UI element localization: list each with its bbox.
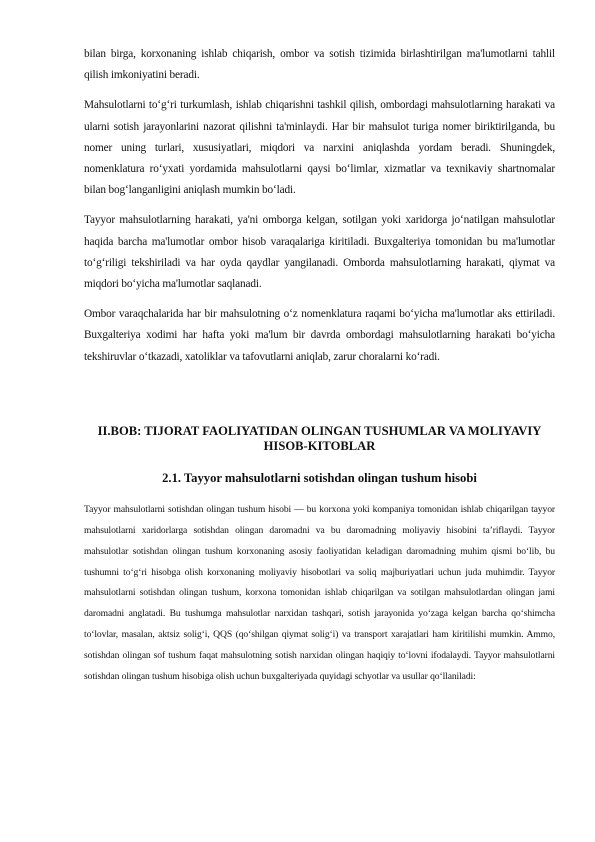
body-paragraph: Mahsulotlarni to‘g‘ri turkumlash, ishlab chiqarishni tashkil qilish, ombordagi mahsulotlarning harakati va ularni sotish jarayonlarini nazorat qilishni ta'minlaydi. Har bir mahsulot turiga nomer biriktirilganda, bu nomer uning turlari, xususiyatlari, miqdori va narxini aniqlashda yordam beradi. Shuningdek, nomenklatura ro‘yxati yordamida mahsulotlarni qaysi bo‘limlar, xizmatlar va texnikaviy shartnomalar bilan bog‘langanligini aniqlash mumkin bo‘ladi. bbox=[84, 99, 555, 197]
chapter-title: II.BOB: TIJORAT FAOLIYATIDAN OLINGAN TUSHUMLAR VA MOLIYAVIY HISOB-KITOBLAR bbox=[97, 423, 542, 453]
body-paragraph: bilan birga, korxonaning ishlab chiqarish, ombor va sotish tizimida birlashtirilgan ma'lumotlarni tahlil qilish imkoniyatini beradi. bbox=[84, 48, 555, 82]
body-paragraph: Tayyor mahsulotlarning harakati, ya'ni omborga kelgan, sotilgan yoki xaridorga jo‘natilgan mahsulotlar haqida barcha ma'lumotlar ombor hisob varaqalariga kiritiladi. Buxgalteriya tomonidan bu ma'lumotlar to‘g‘riligi tekshiriladi va har oyda qaydlar yangilanadi. Omborda mahsulotlarning harakati, qiymat va miqdori bo‘yicha ma'lumotlar saqlanadi. bbox=[84, 214, 555, 291]
body-paragraph-small: Tayyor mahsulotlarni sotishdan olingan tushum hisobi — bu korxona yoki kompaniya tomonidan ishlab chiqarilgan tayyor mahsulotlarni xaridorlarga sotishdan olingan daromadni va bu daromadning moliyaviy hisobini ta’riflaydi. Tayyor mahsulotlar sotishdan olingan tushum korxonaning asosiy faoliyatidan keladigan daromadning muhim qismi bo‘lib, bu tushumni to‘g‘ri hisobga olish korxonaning moliyaviy hisobotlari va soliq majburiyatlari uchun juda muhimdir. Tayyor mahsulotlarni sotishdan olingan tushum, korxona tomonidan ishlab chiqarilgan va sotilgan mahsulotlardan olingan jami daromadni anglatadi. Bu tushumga mahsulotlar narxidan tashqari, sotish jarayonida yo‘zaga kelgan barcha qo‘shimcha to‘lovlar, masalan, aktsiz solig‘i, QQS (qo‘shilgan qiymat solig‘i) va transport xarajatlari ham kiritilishi mumkin. Ammo, sotishdan olingan sof tushum faqat mahsulotning sotish narxidan olingan haqiqiy to‘lovni ifodalaydi. Tayyor mahsulotlarni sotishdan olingan tushum hisobiga olish uchun buxgalteriyada quyidagi schyotlar va usullar qo‘llaniladi: bbox=[84, 503, 555, 683]
section-title: 2.1. Tayyor mahsulotlarni sotishdan olingan tushum hisobi bbox=[162, 470, 477, 485]
body-paragraph: Ombor varaqchalarida har bir mahsulotning o‘z nomenklatura raqami bo‘yicha ma'lumotlar aks ettiriladi. Buxgalteriya xodimi har hafta yoki ma'lum bir davrda ombordagi mahsulotlarning harakati bo‘yicha tekshiruvlar o‘tkazadi, xatoliklar va tafovutlarni aniqlab, zarur choralarni ko‘radi. bbox=[84, 308, 555, 363]
document-page bbox=[84, 44, 555, 688]
